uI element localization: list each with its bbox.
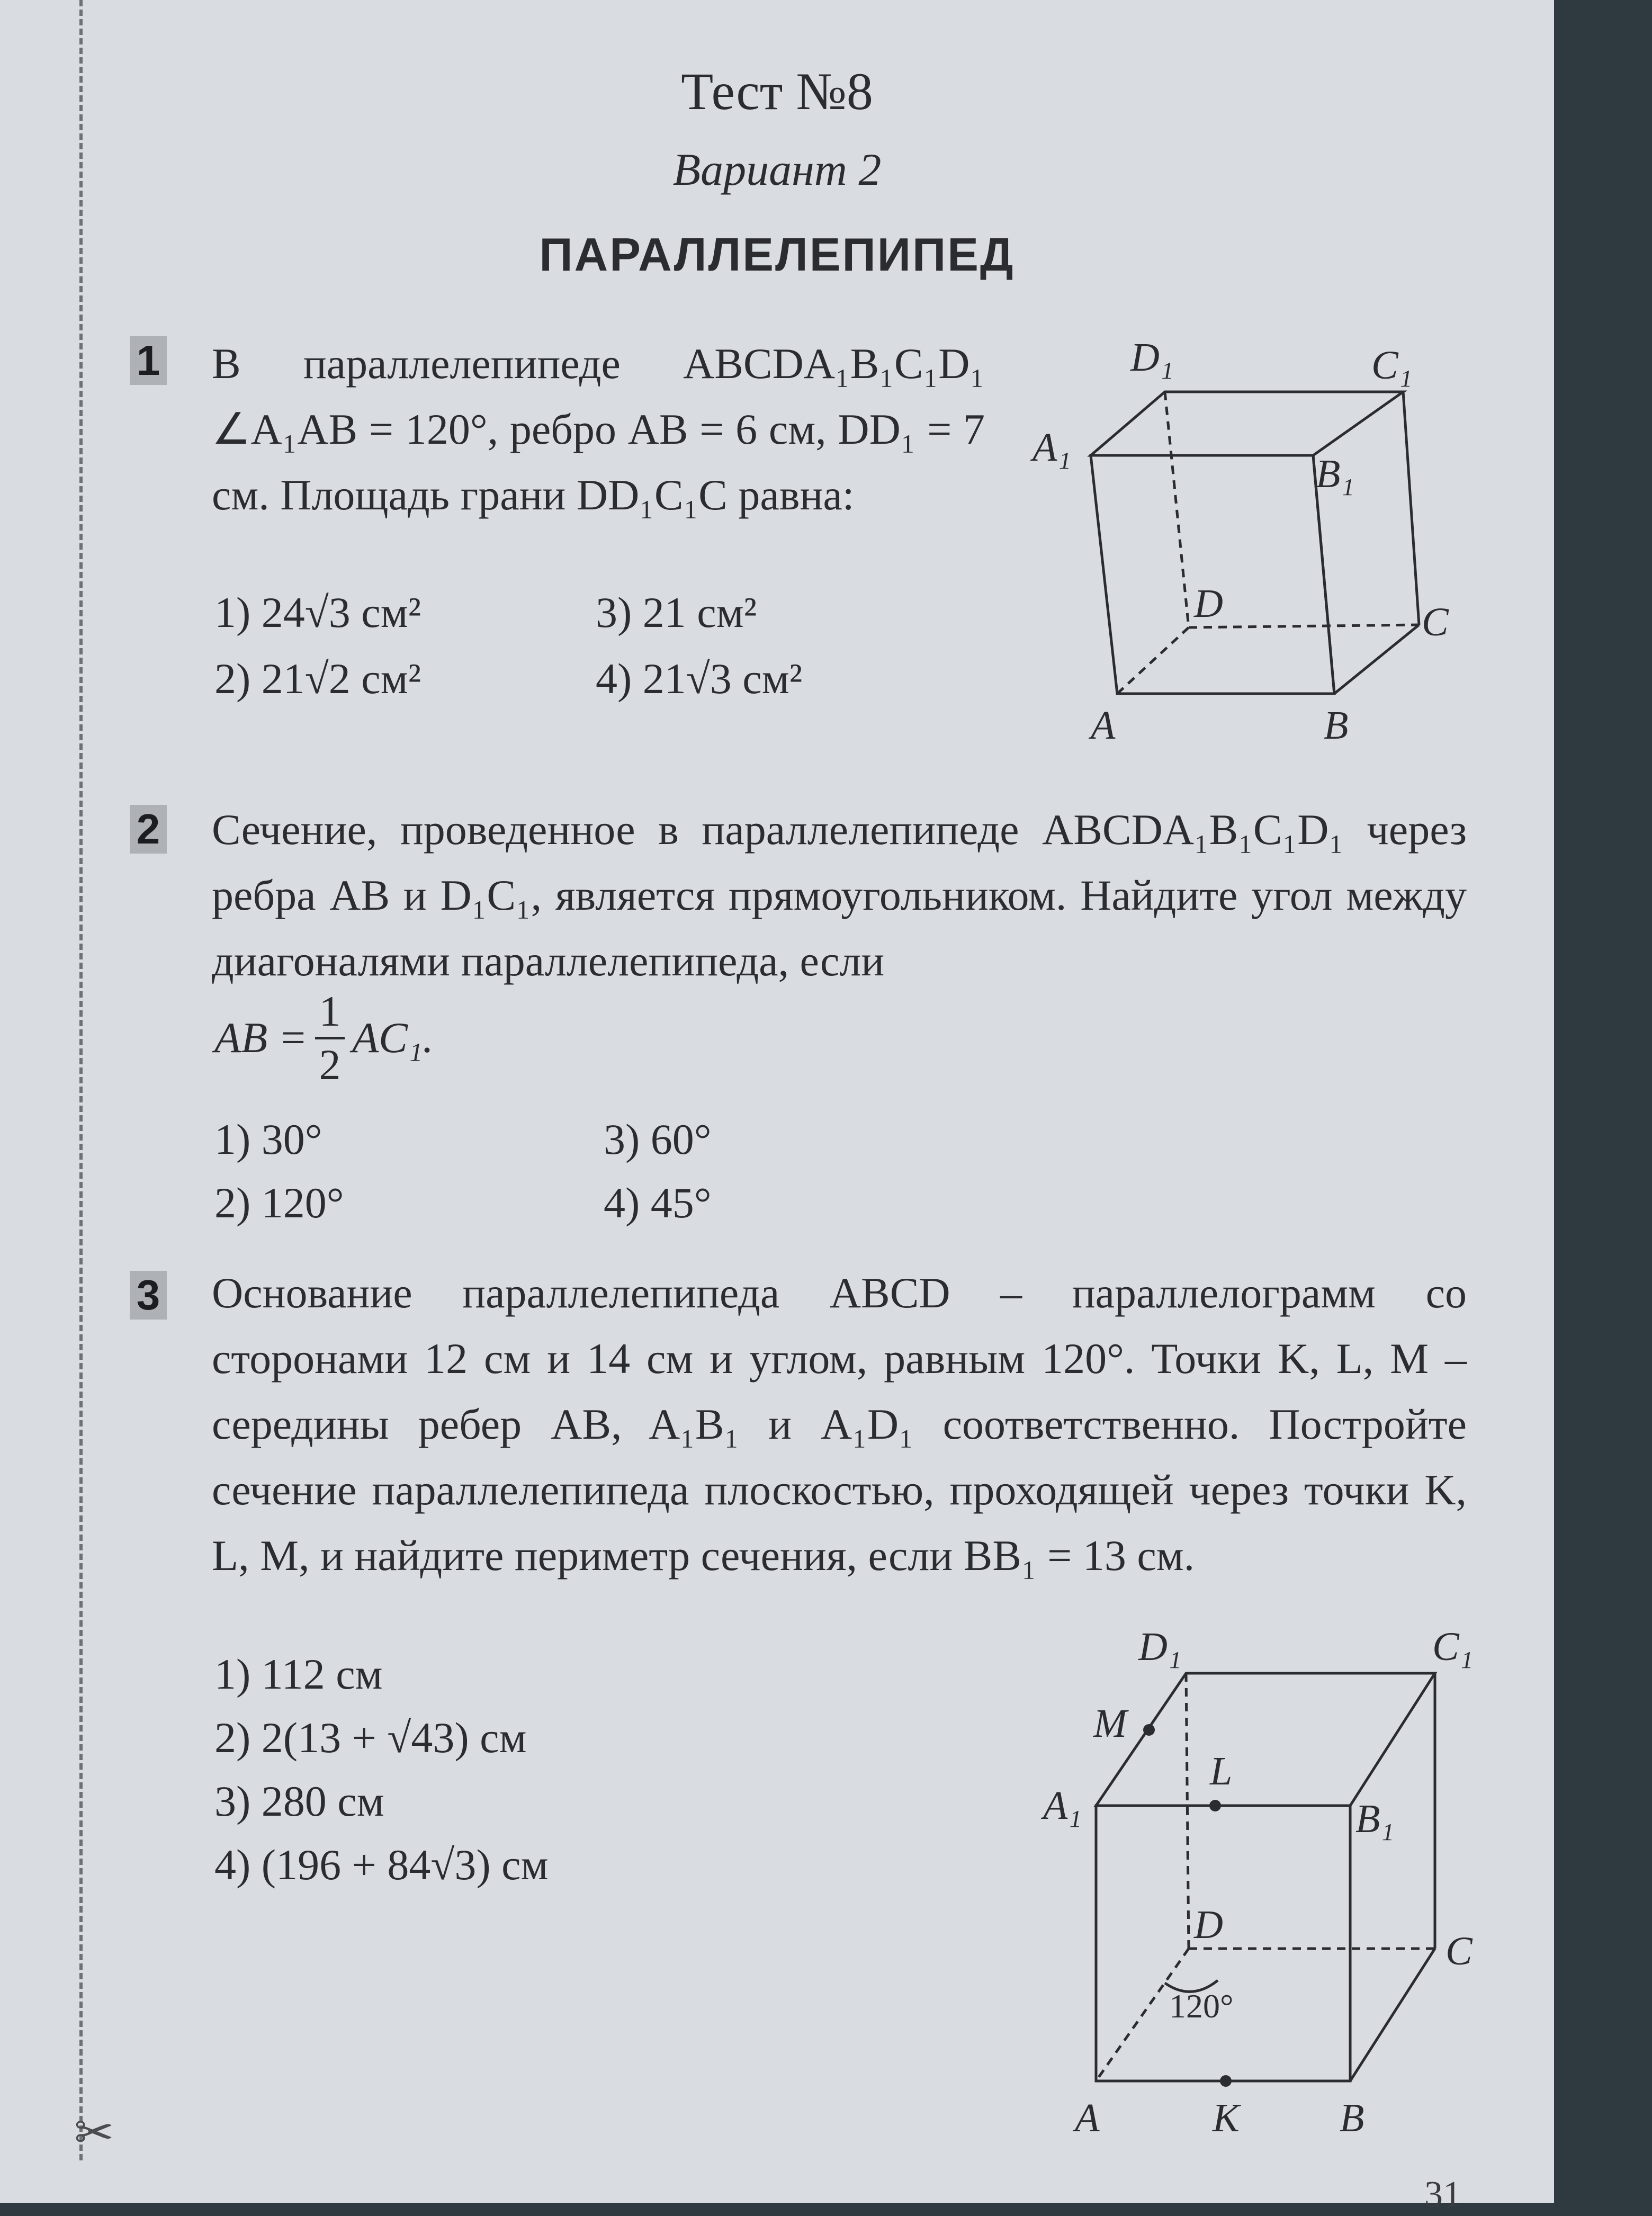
label-A: A (1075, 2096, 1100, 2140)
test-title: Тест №8 (681, 62, 873, 121)
label-B: B (1324, 703, 1349, 748)
label-D1: D₁ (1130, 335, 1174, 380)
question-2-option-1: 1) 30° (214, 1115, 322, 1163)
question-1-number: 1 (130, 336, 167, 385)
question-2-text: Сечение, проведенное в параллелепипеде ABCDA₁B₁C₁D₁ через ребра AB и D₁C₁, является прямоугольником. Найдите угол между диагоналями параллелепипеда, если (212, 805, 1467, 985)
label-M: M (1093, 1701, 1127, 1746)
label-D: D (1194, 1903, 1223, 1947)
scissors-icon: ✂ (74, 2107, 114, 2159)
question-2-option-4: 4) 45° (604, 1179, 712, 1227)
label-C: C (1422, 600, 1449, 644)
question-1-option-2: 2) 21√2 см² (214, 654, 421, 703)
question-3-option-1: 1) 112 см (214, 1650, 383, 1698)
label-C: C (1446, 1929, 1473, 1973)
question-1-option-4: 4) 21√3 см² (596, 654, 803, 703)
label-K: K (1213, 2096, 1240, 2140)
question-1-option-3: 3) 21 см² (596, 588, 757, 636)
label-D1: D₁ (1138, 1625, 1182, 1669)
question-3-option-3: 3) 280 см (214, 1777, 384, 1825)
question-3-option-2: 2) 2(13 + √43) см (214, 1713, 527, 1762)
cut-line (79, 0, 83, 2160)
topic-heading: ПАРАЛЛЕЛЕПИПЕД (539, 228, 1015, 281)
label-A: A (1091, 703, 1116, 748)
page-number: 31 (1424, 2174, 1461, 2215)
label-B: B (1340, 2096, 1364, 2140)
label-C1: C₁ (1371, 343, 1413, 388)
label-C1: C₁ (1432, 1625, 1474, 1669)
fraction-numerator: 1 (319, 986, 341, 1035)
question-2-formula (214, 974, 434, 1101)
label-B1: B₁ (1355, 1797, 1394, 1841)
question-3-option-4: 4) (196 + 84√3) см (214, 1841, 549, 1889)
question-1-text: В параллелепипеде ABCDA₁B₁C₁D₁ ∠A₁AB = 120°, ребро AB = 6 см, DD₁ = 7 см. Площадь грани DD₁C₁C равна: (212, 339, 985, 519)
formula-right: AC₁. (352, 1013, 434, 1062)
question-1-option-1: 1) 24√3 см² (214, 588, 421, 636)
label-A1: A₁ (1043, 1783, 1082, 1828)
label-B1: B₁ (1316, 452, 1354, 496)
question-2-option-2: 2) 120° (214, 1179, 344, 1227)
question-2-option-3: 3) 60° (604, 1115, 712, 1163)
label-L: L (1210, 1749, 1233, 1793)
label-A1: A₁ (1032, 425, 1071, 470)
label-D: D (1194, 581, 1223, 626)
angle-label: 120° (1169, 1987, 1234, 2025)
question-3-text: Основание параллелепипеда ABCD – параллелограмм со сторонами 12 см и 14 см и углом, равным 120°. Точки K, L, M – середины ребер AB, A₁B₁ и A₁D₁ соответственно. Постройте сечение параллелепипеда плоскостью, проходящей через точки K, L, M, и найдите периметр сечения, если BB₁ = 13 см. (212, 1269, 1467, 1580)
fraction (315, 986, 345, 1090)
formula-left: AB = (214, 1013, 308, 1062)
figure-parallelepiped-1 (1006, 328, 1504, 762)
figure-parallelepiped-2 (1032, 1615, 1498, 2166)
question-3-number: 3 (130, 1271, 167, 1320)
variant-label: Вариант 2 (672, 144, 882, 195)
fraction-denominator: 2 (319, 1040, 341, 1089)
question-2-number: 2 (130, 805, 167, 854)
